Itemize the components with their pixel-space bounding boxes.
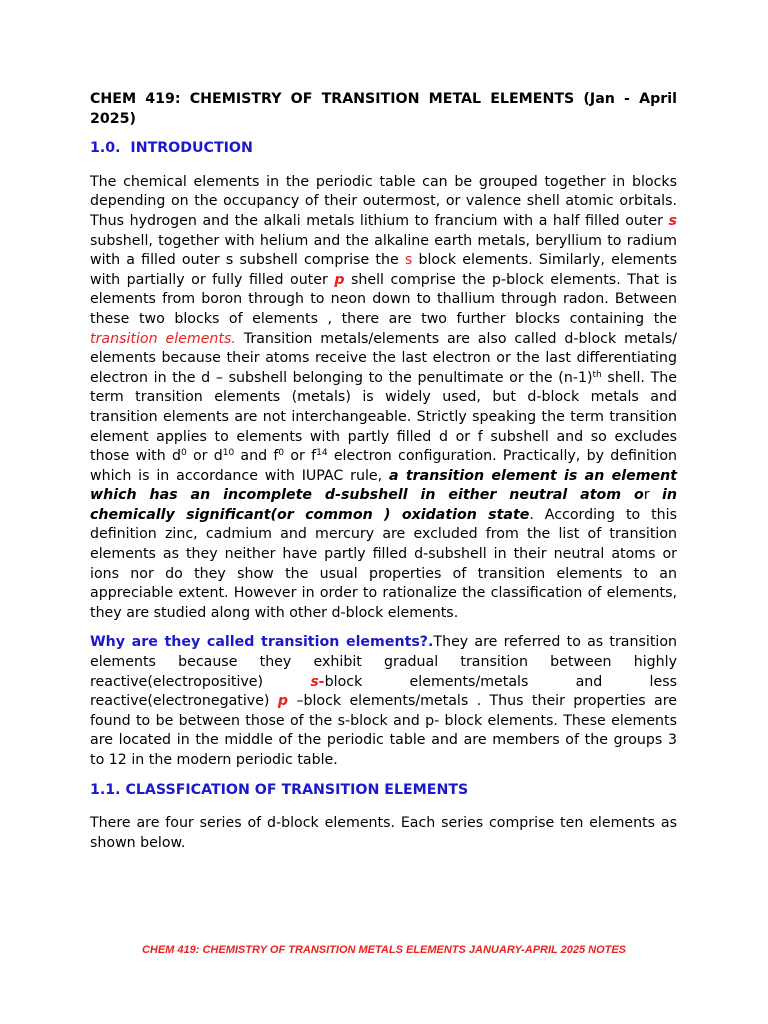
- s-symbol: s-: [310, 673, 325, 690]
- classification-paragraph: There are four series of d-block elements. Each series comprise ten elements as shown below.: [90, 815, 677, 851]
- why-paragraph: Why are they called transition elements?.They are referred to as transition elements because they exhibit gradual transition between highly reactive(electropositive) s-block elements/metals and less reactive(electronegative) p –block elements/metals . Thus their properties are found to be between those of the s-block and p- block elements. These elements are located in the middle of the periodic table and are members of the groups 3 to 12 in the modern periodic table.: [90, 634, 678, 768]
- why-question: Why are they called transition elements?.: [90, 634, 434, 651]
- s-symbol: s: [668, 212, 677, 229]
- document-page: [90, 90, 677, 863]
- p-symbol: p: [334, 271, 345, 288]
- iupac-definition: a transition element is an element which has an incomplete d-subshell in either neutral atom o: [90, 467, 677, 504]
- transition-elements-term: transition elements.: [90, 330, 236, 347]
- intro-paragraph: The chemical elements in the periodic table can be grouped together in blocks depending on the occupancy of their outermost, or valence shell atomic orbitals. Thus hydrogen and the alkali metals lithium to francium with a half filled outer s subshell, together with helium and the alkaline earth metals, beryllium to radium with a filled outer s subshell comprise the s block elements. Similarly, elements with partially or fully filled outer p shell comprise the p-block elements. That is elements from boron through to neon down to thallium through radon. Between these two blocks of elements , there are two further blocks containing the transition elements. Transition metals/elements are also called d-block metals/ elements because their atoms receive the last electron or the last differentiating electron in the d – subshell belonging to the penultimate or the $(n-1)^{th}$ shell. The term transition elements (metals) is widely used, but d-block metals and transition elements are not interchangeable. Strictly speaking the term transition element applies to elements with partly filled d or f subshell and so excludes those with $d^0$ or $d^{10}$ and $f^0$ or $f^{14}$ electron configuration. Practically, by definition which is in accordance with IUPAC rule, a transition element is an element which has an incomplete d-subshell in either neutral atom or in chemically significant(or common ) oxidation state. According to this definition zinc, cadmium and mercury are excluded from the list of transition elements as they neither have partly filled d-subshell in their neutral atoms or ions nor do they show the usual properties of transition elements to an appreciable extent. However in order to rationalize the classification of elements, they are studied along with other d-block elements.: [90, 173, 678, 621]
- s-symbol: s: [404, 252, 413, 269]
- iupac-definition-cont: in chemically significant(or common ) oxidation state: [90, 487, 677, 523]
- p-symbol: p: [277, 693, 288, 710]
- section-heading-introduction: [90, 139, 677, 159]
- section-title: INTRODUCTION: [130, 140, 253, 157]
- page-footer: CHEM 419: CHEMISTRY OF TRANSITION METALS ELEMENTS JANUARY-APRIL 2025 NOTES: [141, 944, 627, 956]
- section-number: 1.0.: [90, 140, 121, 157]
- document-title: CHEM 419: CHEMISTRY OF TRANSITION METAL ELEMENTS (Jan - April 2025): [90, 91, 677, 127]
- section-heading-classification: 1.1. CLASSFICATION OF TRANSITION ELEMENTS: [90, 781, 469, 798]
